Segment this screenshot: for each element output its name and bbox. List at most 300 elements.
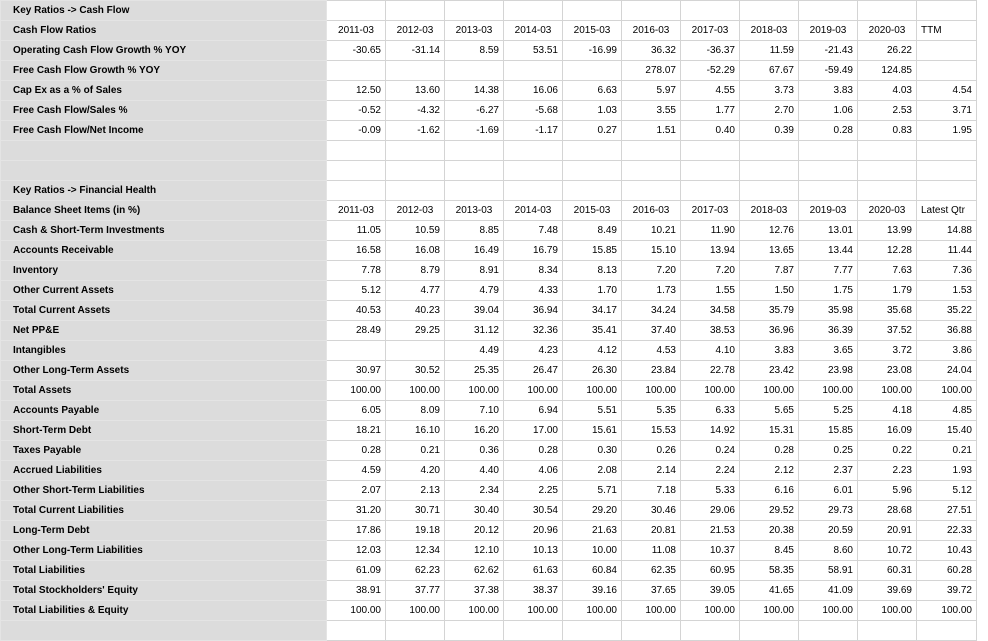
value-cell[interactable]: 4.06	[504, 461, 563, 481]
period-header[interactable]: 2016-03	[622, 201, 681, 221]
value-cell[interactable]: 1.55	[681, 281, 740, 301]
period-header[interactable]: 2014-03	[504, 201, 563, 221]
value-cell[interactable]: 36.94	[504, 301, 563, 321]
value-cell[interactable]: 0.28	[799, 121, 858, 141]
value-cell[interactable]: 7.20	[681, 261, 740, 281]
value-cell[interactable]: 22.33	[917, 521, 977, 541]
value-cell[interactable]: 3.55	[622, 101, 681, 121]
value-cell[interactable]: 11.90	[681, 221, 740, 241]
value-cell[interactable]	[740, 621, 799, 641]
value-cell[interactable]: 0.24	[681, 441, 740, 461]
value-cell[interactable]: 4.10	[681, 341, 740, 361]
value-cell[interactable]: 37.40	[622, 321, 681, 341]
value-cell[interactable]: 39.69	[858, 581, 917, 601]
period-header[interactable]: 2020-03	[858, 201, 917, 221]
value-cell[interactable]: 39.04	[445, 301, 504, 321]
value-cell[interactable]: 0.25	[799, 441, 858, 461]
value-cell[interactable]: -21.43	[799, 41, 858, 61]
value-cell[interactable]: 2.07	[327, 481, 386, 501]
value-cell[interactable]: -5.68	[504, 101, 563, 121]
value-cell[interactable]: 8.60	[799, 541, 858, 561]
value-cell[interactable]: 21.53	[681, 521, 740, 541]
value-cell[interactable]: 13.44	[799, 241, 858, 261]
value-cell[interactable]: 41.09	[799, 581, 858, 601]
value-cell[interactable]: 6.16	[740, 481, 799, 501]
value-cell[interactable]: 20.38	[740, 521, 799, 541]
value-cell[interactable]: 10.59	[386, 221, 445, 241]
period-header[interactable]: 2013-03	[445, 21, 504, 41]
value-cell[interactable]: 1.75	[799, 281, 858, 301]
period-header[interactable]: Latest Qtr	[917, 201, 977, 221]
value-cell[interactable]: 10.13	[504, 541, 563, 561]
value-cell[interactable]: 1.95	[917, 121, 977, 141]
value-cell[interactable]: 1.53	[917, 281, 977, 301]
value-cell[interactable]: 23.42	[740, 361, 799, 381]
value-cell[interactable]	[681, 1, 740, 21]
value-cell[interactable]: 4.59	[327, 461, 386, 481]
value-cell[interactable]: 100.00	[563, 601, 622, 621]
value-cell[interactable]: 37.38	[445, 581, 504, 601]
value-cell[interactable]: 4.79	[445, 281, 504, 301]
value-cell[interactable]: 4.03	[858, 81, 917, 101]
value-cell[interactable]: 5.12	[917, 481, 977, 501]
value-cell[interactable]: 0.30	[563, 441, 622, 461]
value-cell[interactable]: 8.59	[445, 41, 504, 61]
value-cell[interactable]: 0.22	[858, 441, 917, 461]
value-cell[interactable]: 25.35	[445, 361, 504, 381]
value-cell[interactable]	[917, 61, 977, 81]
value-cell[interactable]	[622, 161, 681, 181]
value-cell[interactable]: 100.00	[681, 381, 740, 401]
value-cell[interactable]: 37.52	[858, 321, 917, 341]
section-title[interactable]: Key Ratios -> Cash Flow	[1, 1, 327, 21]
value-cell[interactable]: 8.34	[504, 261, 563, 281]
value-cell[interactable]: 8.85	[445, 221, 504, 241]
value-cell[interactable]: 35.41	[563, 321, 622, 341]
value-cell[interactable]: 4.49	[445, 341, 504, 361]
value-cell[interactable]: -16.99	[563, 41, 622, 61]
value-cell[interactable]: 17.00	[504, 421, 563, 441]
row-label[interactable]: Cash & Short-Term Investments	[1, 221, 327, 241]
value-cell[interactable]: 100.00	[622, 601, 681, 621]
value-cell[interactable]: 100.00	[799, 381, 858, 401]
value-cell[interactable]: 6.94	[504, 401, 563, 421]
value-cell[interactable]: 100.00	[799, 601, 858, 621]
value-cell[interactable]: 10.37	[681, 541, 740, 561]
value-cell[interactable]	[799, 141, 858, 161]
value-cell[interactable]: -59.49	[799, 61, 858, 81]
value-cell[interactable]	[327, 1, 386, 21]
value-cell[interactable]	[681, 181, 740, 201]
period-header[interactable]: 2011-03	[327, 21, 386, 41]
value-cell[interactable]: 1.93	[917, 461, 977, 481]
value-cell[interactable]: 7.20	[622, 261, 681, 281]
value-cell[interactable]: 2.70	[740, 101, 799, 121]
row-label[interactable]: Free Cash Flow/Sales %	[1, 101, 327, 121]
value-cell[interactable]	[799, 621, 858, 641]
value-cell[interactable]: 4.12	[563, 341, 622, 361]
value-cell[interactable]: 40.53	[327, 301, 386, 321]
value-cell[interactable]: 11.08	[622, 541, 681, 561]
value-cell[interactable]: 2.34	[445, 481, 504, 501]
value-cell[interactable]: 10.72	[858, 541, 917, 561]
value-cell[interactable]: 7.36	[917, 261, 977, 281]
row-label[interactable]: Total Assets	[1, 381, 327, 401]
row-label[interactable]: Free Cash Flow/Net Income	[1, 121, 327, 141]
value-cell[interactable]: 29.52	[740, 501, 799, 521]
value-cell[interactable]: 60.31	[858, 561, 917, 581]
value-cell[interactable]: 20.12	[445, 521, 504, 541]
value-cell[interactable]: 278.07	[622, 61, 681, 81]
value-cell[interactable]	[386, 141, 445, 161]
value-cell[interactable]: 12.50	[327, 81, 386, 101]
value-cell[interactable]: 2.23	[858, 461, 917, 481]
value-cell[interactable]: 8.91	[445, 261, 504, 281]
value-cell[interactable]: -31.14	[386, 41, 445, 61]
value-cell[interactable]: 34.17	[563, 301, 622, 321]
value-cell[interactable]: 16.58	[327, 241, 386, 261]
label-cell[interactable]	[1, 141, 327, 161]
value-cell[interactable]: 16.79	[504, 241, 563, 261]
value-cell[interactable]: 5.33	[681, 481, 740, 501]
value-cell[interactable]: 0.28	[327, 441, 386, 461]
value-cell[interactable]	[504, 61, 563, 81]
value-cell[interactable]: 15.61	[563, 421, 622, 441]
value-cell[interactable]: 0.28	[504, 441, 563, 461]
value-cell[interactable]: 20.91	[858, 521, 917, 541]
period-header[interactable]: 2017-03	[681, 21, 740, 41]
value-cell[interactable]: 10.43	[917, 541, 977, 561]
value-cell[interactable]	[563, 621, 622, 641]
value-cell[interactable]: 38.37	[504, 581, 563, 601]
value-cell[interactable]: 15.53	[622, 421, 681, 441]
value-cell[interactable]: 5.35	[622, 401, 681, 421]
period-header[interactable]: 2020-03	[858, 21, 917, 41]
value-cell[interactable]	[386, 61, 445, 81]
value-cell[interactable]: 35.68	[858, 301, 917, 321]
value-cell[interactable]	[858, 181, 917, 201]
value-cell[interactable]: 35.79	[740, 301, 799, 321]
value-cell[interactable]: 0.21	[917, 441, 977, 461]
value-cell[interactable]: 1.77	[681, 101, 740, 121]
value-cell[interactable]: 11.05	[327, 221, 386, 241]
period-header[interactable]: 2012-03	[386, 201, 445, 221]
value-cell[interactable]	[327, 621, 386, 641]
value-cell[interactable]: 10.21	[622, 221, 681, 241]
value-cell[interactable]: 1.79	[858, 281, 917, 301]
value-cell[interactable]: 37.65	[622, 581, 681, 601]
value-cell[interactable]: 100.00	[504, 601, 563, 621]
value-cell[interactable]: 100.00	[917, 381, 977, 401]
value-cell[interactable]: 2.14	[622, 461, 681, 481]
value-cell[interactable]: 15.40	[917, 421, 977, 441]
value-cell[interactable]	[858, 161, 917, 181]
value-cell[interactable]	[445, 1, 504, 21]
value-cell[interactable]: 1.06	[799, 101, 858, 121]
row-label[interactable]: Intangibles	[1, 341, 327, 361]
value-cell[interactable]: 4.33	[504, 281, 563, 301]
value-cell[interactable]: 15.10	[622, 241, 681, 261]
value-cell[interactable]: 5.65	[740, 401, 799, 421]
value-cell[interactable]	[681, 141, 740, 161]
value-cell[interactable]	[445, 161, 504, 181]
value-cell[interactable]	[327, 181, 386, 201]
value-cell[interactable]: 1.03	[563, 101, 622, 121]
value-cell[interactable]: 40.23	[386, 301, 445, 321]
value-cell[interactable]	[504, 1, 563, 21]
value-cell[interactable]: 21.63	[563, 521, 622, 541]
value-cell[interactable]: 58.91	[799, 561, 858, 581]
value-cell[interactable]: 12.76	[740, 221, 799, 241]
value-cell[interactable]: 30.46	[622, 501, 681, 521]
value-cell[interactable]: 0.26	[622, 441, 681, 461]
value-cell[interactable]: 4.18	[858, 401, 917, 421]
value-cell[interactable]: 39.05	[681, 581, 740, 601]
value-cell[interactable]: 61.63	[504, 561, 563, 581]
value-cell[interactable]	[799, 181, 858, 201]
value-cell[interactable]: 23.98	[799, 361, 858, 381]
value-cell[interactable]: 100.00	[858, 381, 917, 401]
value-cell[interactable]	[504, 181, 563, 201]
value-cell[interactable]: 7.48	[504, 221, 563, 241]
value-cell[interactable]: 4.55	[681, 81, 740, 101]
value-cell[interactable]	[740, 181, 799, 201]
value-cell[interactable]	[740, 161, 799, 181]
value-cell[interactable]	[858, 141, 917, 161]
period-header[interactable]: 2012-03	[386, 21, 445, 41]
value-cell[interactable]: 100.00	[740, 601, 799, 621]
value-cell[interactable]: 34.58	[681, 301, 740, 321]
period-header[interactable]: 2014-03	[504, 21, 563, 41]
value-cell[interactable]: 20.59	[799, 521, 858, 541]
period-header[interactable]: 2015-03	[563, 201, 622, 221]
value-cell[interactable]: 12.28	[858, 241, 917, 261]
value-cell[interactable]: 4.20	[386, 461, 445, 481]
value-cell[interactable]: -0.52	[327, 101, 386, 121]
value-cell[interactable]: 39.16	[563, 581, 622, 601]
value-cell[interactable]: 41.65	[740, 581, 799, 601]
value-cell[interactable]: 27.51	[917, 501, 977, 521]
value-cell[interactable]	[681, 161, 740, 181]
value-cell[interactable]	[799, 161, 858, 181]
section-title[interactable]: Key Ratios -> Financial Health	[1, 181, 327, 201]
value-cell[interactable]: 5.97	[622, 81, 681, 101]
value-cell[interactable]: 100.00	[740, 381, 799, 401]
row-label[interactable]: Net PP&E	[1, 321, 327, 341]
value-cell[interactable]: 100.00	[386, 381, 445, 401]
value-cell[interactable]	[799, 1, 858, 21]
value-cell[interactable]	[386, 161, 445, 181]
value-cell[interactable]: 12.34	[386, 541, 445, 561]
value-cell[interactable]	[327, 61, 386, 81]
value-cell[interactable]: 13.01	[799, 221, 858, 241]
value-cell[interactable]	[445, 621, 504, 641]
row-label[interactable]: Other Current Assets	[1, 281, 327, 301]
period-header[interactable]: 2013-03	[445, 201, 504, 221]
value-cell[interactable]: 36.32	[622, 41, 681, 61]
value-cell[interactable]: 26.30	[563, 361, 622, 381]
row-label[interactable]: Operating Cash Flow Growth % YOY	[1, 41, 327, 61]
value-cell[interactable]: 19.18	[386, 521, 445, 541]
label-cell[interactable]	[1, 621, 327, 641]
row-label[interactable]: Accounts Receivable	[1, 241, 327, 261]
value-cell[interactable]: 8.13	[563, 261, 622, 281]
value-cell[interactable]	[563, 181, 622, 201]
value-cell[interactable]: 8.09	[386, 401, 445, 421]
value-cell[interactable]	[504, 141, 563, 161]
value-cell[interactable]: 0.28	[740, 441, 799, 461]
value-cell[interactable]: 7.78	[327, 261, 386, 281]
period-header[interactable]: 2019-03	[799, 201, 858, 221]
value-cell[interactable]: -1.69	[445, 121, 504, 141]
value-cell[interactable]: 6.01	[799, 481, 858, 501]
value-cell[interactable]: 29.06	[681, 501, 740, 521]
value-cell[interactable]: 30.54	[504, 501, 563, 521]
value-cell[interactable]: 34.24	[622, 301, 681, 321]
value-cell[interactable]: 35.98	[799, 301, 858, 321]
value-cell[interactable]: 16.49	[445, 241, 504, 261]
value-cell[interactable]: 30.40	[445, 501, 504, 521]
value-cell[interactable]	[622, 1, 681, 21]
value-cell[interactable]: 12.03	[327, 541, 386, 561]
value-cell[interactable]	[681, 621, 740, 641]
value-cell[interactable]	[858, 621, 917, 641]
value-cell[interactable]: 29.20	[563, 501, 622, 521]
row-label[interactable]: Cap Ex as a % of Sales	[1, 81, 327, 101]
value-cell[interactable]: 20.96	[504, 521, 563, 541]
value-cell[interactable]: 16.08	[386, 241, 445, 261]
value-cell[interactable]: 6.05	[327, 401, 386, 421]
value-cell[interactable]: 28.49	[327, 321, 386, 341]
value-cell[interactable]: 100.00	[386, 601, 445, 621]
value-cell[interactable]: 58.35	[740, 561, 799, 581]
header-label[interactable]: Cash Flow Ratios	[1, 21, 327, 41]
value-cell[interactable]	[917, 41, 977, 61]
value-cell[interactable]: 6.63	[563, 81, 622, 101]
row-label[interactable]: Accounts Payable	[1, 401, 327, 421]
value-cell[interactable]: 100.00	[327, 601, 386, 621]
value-cell[interactable]: 18.21	[327, 421, 386, 441]
value-cell[interactable]	[563, 1, 622, 21]
value-cell[interactable]: -36.37	[681, 41, 740, 61]
value-cell[interactable]: 23.84	[622, 361, 681, 381]
value-cell[interactable]: 60.95	[681, 561, 740, 581]
value-cell[interactable]: 20.81	[622, 521, 681, 541]
value-cell[interactable]: 31.20	[327, 501, 386, 521]
value-cell[interactable]: 16.20	[445, 421, 504, 441]
row-label[interactable]: Total Current Assets	[1, 301, 327, 321]
value-cell[interactable]: 53.51	[504, 41, 563, 61]
value-cell[interactable]: 4.77	[386, 281, 445, 301]
value-cell[interactable]: 3.83	[799, 81, 858, 101]
value-cell[interactable]: 5.51	[563, 401, 622, 421]
row-label[interactable]: Inventory	[1, 261, 327, 281]
value-cell[interactable]: 12.10	[445, 541, 504, 561]
value-cell[interactable]: 30.71	[386, 501, 445, 521]
value-cell[interactable]: 38.91	[327, 581, 386, 601]
value-cell[interactable]: 2.13	[386, 481, 445, 501]
value-cell[interactable]: 37.77	[386, 581, 445, 601]
value-cell[interactable]: 39.72	[917, 581, 977, 601]
value-cell[interactable]: 36.96	[740, 321, 799, 341]
value-cell[interactable]: 62.62	[445, 561, 504, 581]
value-cell[interactable]	[917, 161, 977, 181]
value-cell[interactable]: 100.00	[622, 381, 681, 401]
value-cell[interactable]: 100.00	[917, 601, 977, 621]
value-cell[interactable]: 4.54	[917, 81, 977, 101]
value-cell[interactable]: 16.06	[504, 81, 563, 101]
row-label[interactable]: Total Current Liabilities	[1, 501, 327, 521]
value-cell[interactable]: 4.53	[622, 341, 681, 361]
value-cell[interactable]: 100.00	[681, 601, 740, 621]
value-cell[interactable]	[563, 61, 622, 81]
value-cell[interactable]: -0.09	[327, 121, 386, 141]
value-cell[interactable]	[386, 181, 445, 201]
row-label[interactable]: Other Long-Term Liabilities	[1, 541, 327, 561]
value-cell[interactable]	[917, 1, 977, 21]
value-cell[interactable]: 26.22	[858, 41, 917, 61]
value-cell[interactable]: 3.65	[799, 341, 858, 361]
value-cell[interactable]: 8.45	[740, 541, 799, 561]
value-cell[interactable]: 1.73	[622, 281, 681, 301]
value-cell[interactable]: 2.24	[681, 461, 740, 481]
value-cell[interactable]: 29.73	[799, 501, 858, 521]
value-cell[interactable]: 3.71	[917, 101, 977, 121]
value-cell[interactable]: 100.00	[445, 601, 504, 621]
value-cell[interactable]: 22.78	[681, 361, 740, 381]
value-cell[interactable]: 2.37	[799, 461, 858, 481]
value-cell[interactable]: 38.53	[681, 321, 740, 341]
value-cell[interactable]: 1.51	[622, 121, 681, 141]
value-cell[interactable]: 61.09	[327, 561, 386, 581]
value-cell[interactable]: 7.87	[740, 261, 799, 281]
value-cell[interactable]	[917, 621, 977, 641]
value-cell[interactable]: 100.00	[504, 381, 563, 401]
value-cell[interactable]	[740, 1, 799, 21]
value-cell[interactable]: 16.09	[858, 421, 917, 441]
value-cell[interactable]: 0.39	[740, 121, 799, 141]
period-header[interactable]: 2018-03	[740, 201, 799, 221]
value-cell[interactable]	[563, 161, 622, 181]
value-cell[interactable]: 0.27	[563, 121, 622, 141]
period-header[interactable]: 2018-03	[740, 21, 799, 41]
value-cell[interactable]: 29.25	[386, 321, 445, 341]
period-header[interactable]: 2016-03	[622, 21, 681, 41]
period-header[interactable]: TTM	[917, 21, 977, 41]
value-cell[interactable]: 35.22	[917, 301, 977, 321]
value-cell[interactable]: -30.65	[327, 41, 386, 61]
value-cell[interactable]: 3.72	[858, 341, 917, 361]
value-cell[interactable]: 8.49	[563, 221, 622, 241]
value-cell[interactable]	[858, 1, 917, 21]
value-cell[interactable]: 100.00	[327, 381, 386, 401]
value-cell[interactable]: 100.00	[445, 381, 504, 401]
period-header[interactable]: 2015-03	[563, 21, 622, 41]
value-cell[interactable]: 13.65	[740, 241, 799, 261]
value-cell[interactable]: 60.84	[563, 561, 622, 581]
value-cell[interactable]: 4.23	[504, 341, 563, 361]
row-label[interactable]: Total Liabilities	[1, 561, 327, 581]
value-cell[interactable]: 17.86	[327, 521, 386, 541]
value-cell[interactable]: 2.08	[563, 461, 622, 481]
row-label[interactable]: Taxes Payable	[1, 441, 327, 461]
value-cell[interactable]: -52.29	[681, 61, 740, 81]
value-cell[interactable]: 11.44	[917, 241, 977, 261]
value-cell[interactable]	[327, 141, 386, 161]
value-cell[interactable]: 13.94	[681, 241, 740, 261]
value-cell[interactable]: 1.70	[563, 281, 622, 301]
value-cell[interactable]: 11.59	[740, 41, 799, 61]
